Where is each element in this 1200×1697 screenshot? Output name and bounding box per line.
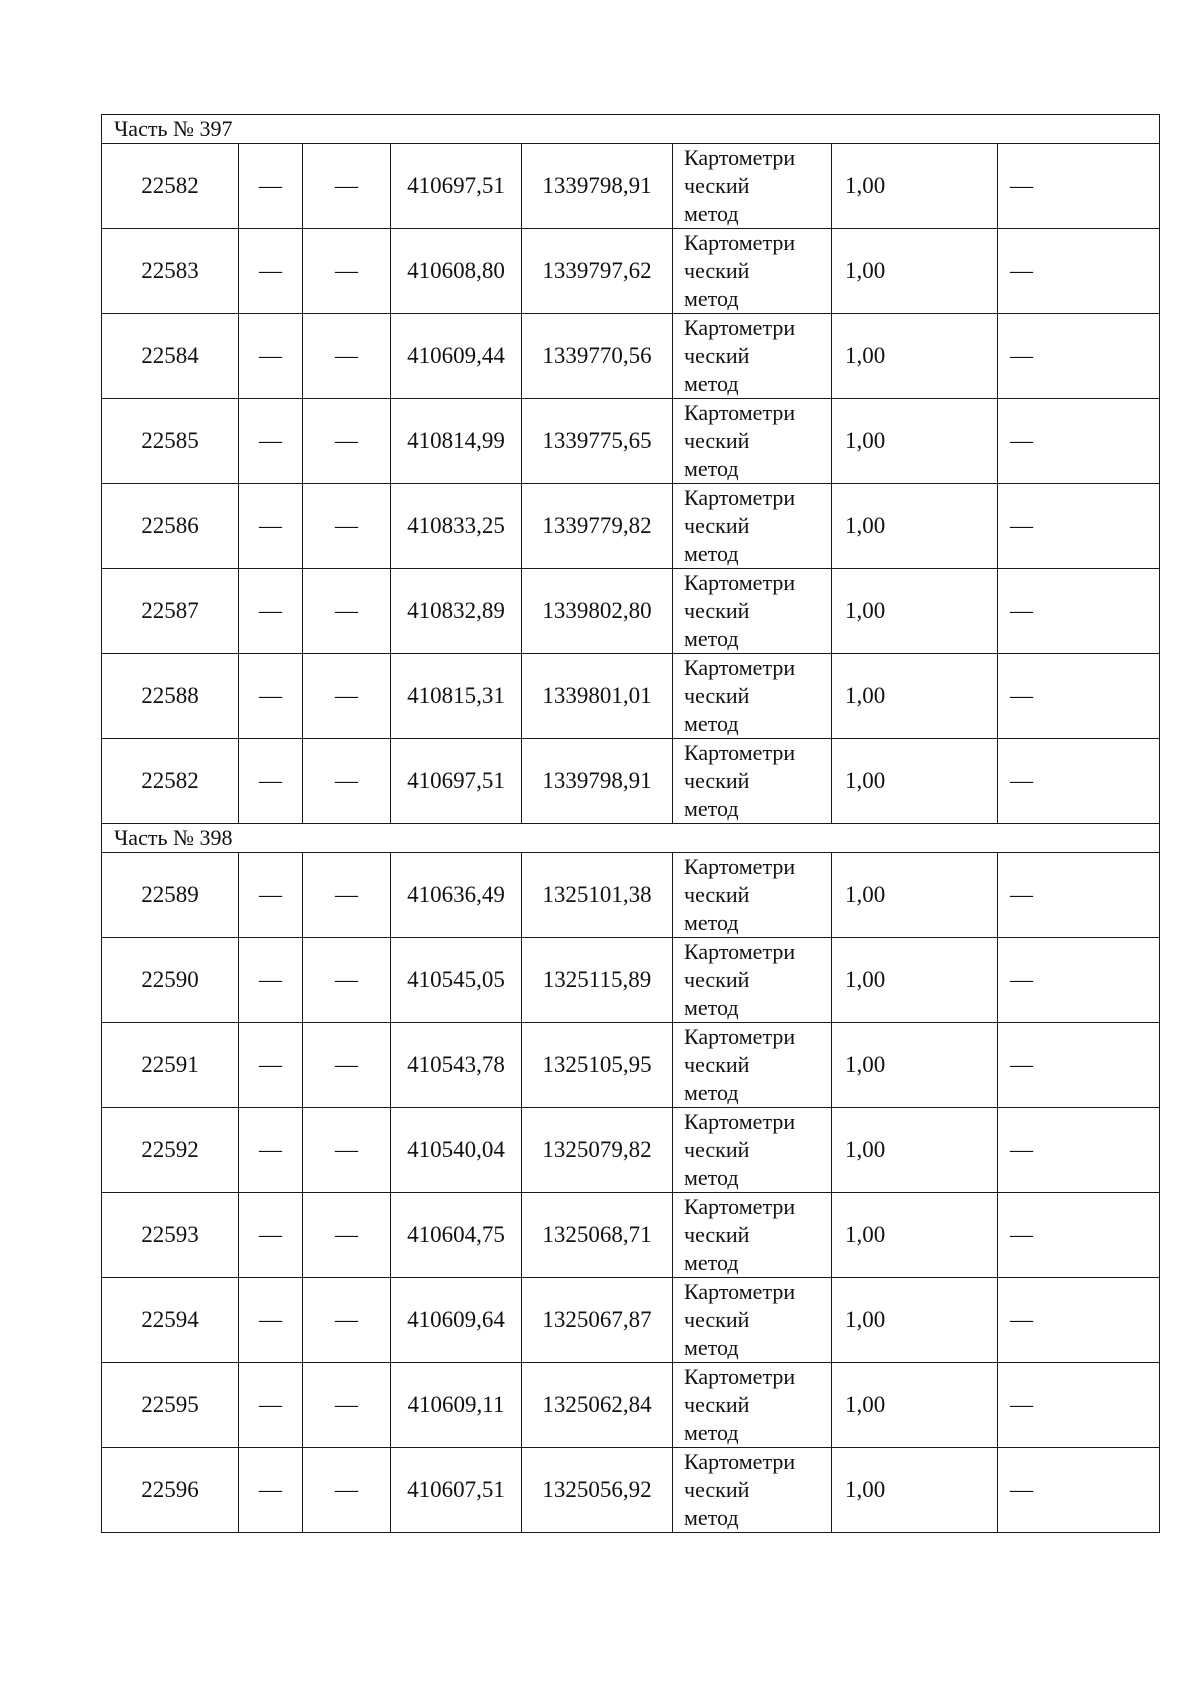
point-number-cell: 22593 [102, 1193, 239, 1278]
x-coordinate-cell: 410814,99 [391, 399, 522, 484]
method-text-line: метод [684, 541, 739, 566]
point-number-cell: 22586 [102, 484, 239, 569]
old-y-cell: — [303, 853, 391, 938]
method-text-line: метод [684, 456, 739, 481]
description-cell: — [998, 229, 1160, 314]
description-cell: — [998, 1448, 1160, 1533]
section-title: Часть № 398 [102, 824, 1160, 853]
method-text-line: метод [684, 201, 739, 226]
old-x-cell: — [239, 654, 303, 739]
old-y-cell: — [303, 229, 391, 314]
description-cell: — [998, 314, 1160, 399]
old-y-cell: — [303, 938, 391, 1023]
method-cell [673, 229, 832, 314]
accuracy-cell: 1,00 [832, 853, 998, 938]
accuracy-cell: 1,00 [832, 938, 998, 1023]
x-coordinate-cell: 410608,80 [391, 229, 522, 314]
y-coordinate-cell: 1325067,87 [522, 1278, 673, 1363]
old-y-cell: — [303, 654, 391, 739]
method-text-line: ческий [684, 258, 750, 283]
old-y-cell: — [303, 739, 391, 824]
old-x-cell: — [239, 1363, 303, 1448]
method-text-line: Картометри [684, 1024, 796, 1049]
y-coordinate-cell: 1325068,71 [522, 1193, 673, 1278]
accuracy-cell: 1,00 [832, 229, 998, 314]
y-coordinate-cell: 1339797,62 [522, 229, 673, 314]
section-title: Часть № 397 [102, 115, 1160, 144]
y-coordinate-cell: 1339801,01 [522, 654, 673, 739]
description-cell: — [998, 654, 1160, 739]
old-x-cell: — [239, 1278, 303, 1363]
x-coordinate-cell: 410636,49 [391, 853, 522, 938]
method-text-line: Картометри [684, 1279, 796, 1304]
method-text-line: метод [684, 1335, 739, 1360]
method-text-line: ческий [684, 1307, 750, 1332]
x-coordinate-cell: 410604,75 [391, 1193, 522, 1278]
point-number-cell: 22582 [102, 739, 239, 824]
point-number-cell: 22584 [102, 314, 239, 399]
table-row [102, 144, 1160, 229]
accuracy-cell: 1,00 [832, 1363, 998, 1448]
old-y-cell: — [303, 484, 391, 569]
old-x-cell: — [239, 399, 303, 484]
y-coordinate-cell: 1339798,91 [522, 739, 673, 824]
table-row [102, 314, 1160, 399]
method-cell [673, 484, 832, 569]
method-cell [673, 1108, 832, 1193]
method-text-line: ческий [684, 173, 750, 198]
method-text-line: метод [684, 626, 739, 651]
point-number-cell: 22588 [102, 654, 239, 739]
method-cell [673, 1023, 832, 1108]
method-text-line: Картометри [684, 1109, 796, 1134]
y-coordinate-cell: 1339775,65 [522, 399, 673, 484]
old-x-cell: — [239, 569, 303, 654]
table-row [102, 484, 1160, 569]
y-coordinate-cell: 1325105,95 [522, 1023, 673, 1108]
description-cell: — [998, 399, 1160, 484]
description-cell: — [998, 1363, 1160, 1448]
x-coordinate-cell: 410545,05 [391, 938, 522, 1023]
coordinates-table [101, 114, 1160, 1533]
method-text-line: метод [684, 796, 739, 821]
method-text-line: ческий [684, 1222, 750, 1247]
method-text-line: метод [684, 910, 739, 935]
method-text-line: Картометри [684, 854, 796, 879]
method-text-line: ческий [684, 882, 750, 907]
section-header-row [102, 824, 1160, 853]
description-cell: — [998, 569, 1160, 654]
y-coordinate-cell: 1325062,84 [522, 1363, 673, 1448]
table-row [102, 1278, 1160, 1363]
method-text-line: метод [684, 711, 739, 736]
old-x-cell: — [239, 484, 303, 569]
old-y-cell: — [303, 1278, 391, 1363]
old-x-cell: — [239, 1023, 303, 1108]
old-x-cell: — [239, 1193, 303, 1278]
description-cell: — [998, 1193, 1160, 1278]
method-text-line: ческий [684, 1137, 750, 1162]
method-text-line: метод [684, 1165, 739, 1190]
method-text-line: Картометри [684, 230, 796, 255]
old-x-cell: — [239, 1108, 303, 1193]
method-text-line: ческий [684, 598, 750, 623]
old-y-cell: — [303, 399, 391, 484]
description-cell: — [998, 1108, 1160, 1193]
method-text-line: ческий [684, 1477, 750, 1502]
method-text-line: ческий [684, 768, 750, 793]
table-row [102, 1108, 1160, 1193]
description-cell: — [998, 484, 1160, 569]
old-y-cell: — [303, 1108, 391, 1193]
table-row [102, 739, 1160, 824]
method-text-line: метод [684, 371, 739, 396]
method-cell [673, 938, 832, 1023]
old-x-cell: — [239, 1448, 303, 1533]
x-coordinate-cell: 410543,78 [391, 1023, 522, 1108]
method-text-line: метод [684, 995, 739, 1020]
method-text-line: Картометри [684, 315, 796, 340]
method-text-line: Картометри [684, 400, 796, 425]
accuracy-cell: 1,00 [832, 399, 998, 484]
old-y-cell: — [303, 314, 391, 399]
y-coordinate-cell: 1339770,56 [522, 314, 673, 399]
table-row [102, 853, 1160, 938]
method-text-line: Картометри [684, 1194, 796, 1219]
description-cell: — [998, 938, 1160, 1023]
method-cell [673, 1448, 832, 1533]
accuracy-cell: 1,00 [832, 314, 998, 399]
description-cell: — [998, 739, 1160, 824]
method-cell [673, 399, 832, 484]
table-row [102, 569, 1160, 654]
method-text-line: метод [684, 1080, 739, 1105]
method-text-line: Картометри [684, 939, 796, 964]
accuracy-cell: 1,00 [832, 1023, 998, 1108]
y-coordinate-cell: 1339798,91 [522, 144, 673, 229]
method-text-line: метод [684, 1505, 739, 1530]
table-row [102, 654, 1160, 739]
description-cell: — [998, 144, 1160, 229]
method-text-line: ческий [684, 967, 750, 992]
method-cell [673, 654, 832, 739]
method-text-line: Картометри [684, 485, 796, 510]
x-coordinate-cell: 410540,04 [391, 1108, 522, 1193]
point-number-cell: 22594 [102, 1278, 239, 1363]
method-text-line: Картометри [684, 570, 796, 595]
table-row [102, 229, 1160, 314]
point-number-cell: 22590 [102, 938, 239, 1023]
table-row [102, 1448, 1160, 1533]
method-text-line: ческий [684, 428, 750, 453]
table-row [102, 1363, 1160, 1448]
table-row [102, 399, 1160, 484]
method-text-line: ческий [684, 1392, 750, 1417]
method-cell [673, 739, 832, 824]
y-coordinate-cell: 1325115,89 [522, 938, 673, 1023]
old-x-cell: — [239, 739, 303, 824]
method-cell [673, 144, 832, 229]
method-text-line: метод [684, 286, 739, 311]
method-cell [673, 853, 832, 938]
old-x-cell: — [239, 314, 303, 399]
table-row [102, 938, 1160, 1023]
x-coordinate-cell: 410815,31 [391, 654, 522, 739]
old-y-cell: — [303, 1448, 391, 1533]
method-text-line: метод [684, 1250, 739, 1275]
old-x-cell: — [239, 144, 303, 229]
x-coordinate-cell: 410697,51 [391, 144, 522, 229]
accuracy-cell: 1,00 [832, 569, 998, 654]
method-text-line: Картометри [684, 655, 796, 680]
table-row [102, 1023, 1160, 1108]
point-number-cell: 22585 [102, 399, 239, 484]
accuracy-cell: 1,00 [832, 1278, 998, 1363]
x-coordinate-cell: 410607,51 [391, 1448, 522, 1533]
old-y-cell: — [303, 1193, 391, 1278]
point-number-cell: 22589 [102, 853, 239, 938]
method-text-line: ческий [684, 683, 750, 708]
table-body [102, 115, 1160, 1533]
x-coordinate-cell: 410609,64 [391, 1278, 522, 1363]
method-text-line: ческий [684, 513, 750, 538]
old-y-cell: — [303, 1363, 391, 1448]
accuracy-cell: 1,00 [832, 1108, 998, 1193]
point-number-cell: 22587 [102, 569, 239, 654]
old-x-cell: — [239, 229, 303, 314]
point-number-cell: 22595 [102, 1363, 239, 1448]
y-coordinate-cell: 1339779,82 [522, 484, 673, 569]
point-number-cell: 22592 [102, 1108, 239, 1193]
old-y-cell: — [303, 569, 391, 654]
y-coordinate-cell: 1325079,82 [522, 1108, 673, 1193]
point-number-cell: 22591 [102, 1023, 239, 1108]
method-text-line: Картометри [684, 145, 796, 170]
y-coordinate-cell: 1325101,38 [522, 853, 673, 938]
method-cell [673, 1363, 832, 1448]
section-header-row [102, 115, 1160, 144]
y-coordinate-cell: 1339802,80 [522, 569, 673, 654]
x-coordinate-cell: 410832,89 [391, 569, 522, 654]
description-cell: — [998, 1023, 1160, 1108]
description-cell: — [998, 1278, 1160, 1363]
method-text-line: Картометри [684, 740, 796, 765]
method-cell [673, 569, 832, 654]
method-text-line: Картометри [684, 1364, 796, 1389]
point-number-cell: 22582 [102, 144, 239, 229]
accuracy-cell: 1,00 [832, 739, 998, 824]
description-cell: — [998, 853, 1160, 938]
method-text-line: ческий [684, 1052, 750, 1077]
accuracy-cell: 1,00 [832, 654, 998, 739]
method-text-line: ческий [684, 343, 750, 368]
x-coordinate-cell: 410609,44 [391, 314, 522, 399]
accuracy-cell: 1,00 [832, 1448, 998, 1533]
accuracy-cell: 1,00 [832, 144, 998, 229]
x-coordinate-cell: 410833,25 [391, 484, 522, 569]
method-cell [673, 1278, 832, 1363]
method-cell [673, 314, 832, 399]
x-coordinate-cell: 410609,11 [391, 1363, 522, 1448]
accuracy-cell: 1,00 [832, 484, 998, 569]
point-number-cell: 22596 [102, 1448, 239, 1533]
old-y-cell: — [303, 1023, 391, 1108]
table-row [102, 1193, 1160, 1278]
method-cell [673, 1193, 832, 1278]
point-number-cell: 22583 [102, 229, 239, 314]
accuracy-cell: 1,00 [832, 1193, 998, 1278]
y-coordinate-cell: 1325056,92 [522, 1448, 673, 1533]
old-x-cell: — [239, 938, 303, 1023]
method-text-line: метод [684, 1420, 739, 1445]
method-text-line: Картометри [684, 1449, 796, 1474]
x-coordinate-cell: 410697,51 [391, 739, 522, 824]
old-x-cell: — [239, 853, 303, 938]
old-y-cell: — [303, 144, 391, 229]
